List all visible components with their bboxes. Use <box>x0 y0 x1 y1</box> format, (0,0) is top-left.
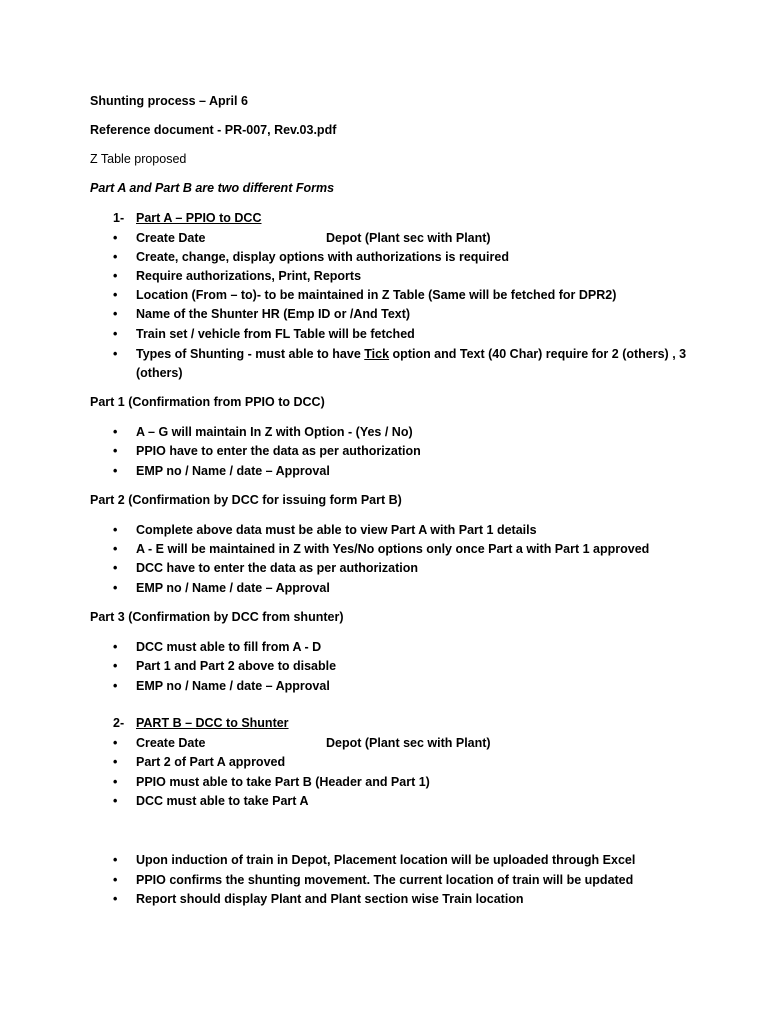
bullet: • <box>113 542 118 556</box>
part-3-approval-item <box>136 679 330 694</box>
bullet: • <box>113 347 118 361</box>
part-2-heading: Part 2 (Confirmation by DCC for issuing form Part B) <box>90 493 402 507</box>
part-b-item: Part 2 of Part A approved <box>136 755 286 769</box>
bullet: • <box>113 250 118 264</box>
part-b-heading: PART B – DCC to Shunter <box>136 716 289 730</box>
bullet: • <box>113 464 118 478</box>
bullet: • <box>113 288 118 302</box>
bullet: • <box>113 327 118 341</box>
part-1-item: A – G will maintain In Z with Option - (Yes / No) <box>136 425 413 439</box>
part-b-item: DCC must able to take Part A <box>136 794 309 808</box>
bullet: • <box>113 269 118 283</box>
reference-document: Reference document - PR-007, Rev.03.pdf <box>90 123 337 137</box>
bullet: • <box>113 775 118 789</box>
bullet: • <box>113 679 118 693</box>
tick-underlined: Tick <box>364 347 390 361</box>
section-number-1: 1- <box>113 211 125 225</box>
approval-word: Approval <box>275 679 330 693</box>
bullet: • <box>113 853 118 867</box>
document-title: Shunting process – April 6 <box>90 94 248 108</box>
approval-prefix: EMP no / Name / date – <box>136 679 276 693</box>
part-a-types-item <box>136 347 686 362</box>
part-a-item: Create, change, display options with authorizations is required <box>136 250 509 264</box>
part-a-item: Create Date <box>136 231 206 245</box>
part-b-item: Create Date <box>136 736 206 750</box>
approval-word: Approval <box>275 464 330 478</box>
part-2-approval-item <box>136 581 330 596</box>
bullet: • <box>113 561 118 575</box>
section-number-2: 2- <box>113 716 125 730</box>
part-2-item: DCC have to enter the data as per authorization <box>136 561 418 575</box>
final-item: Report should display Plant and Plant section wise Train location <box>136 892 524 906</box>
part-1-item: PPIO have to enter the data as per authorization <box>136 444 421 458</box>
part-3-heading: Part 3 (Confirmation by DCC from shunter) <box>90 610 344 624</box>
bullet: • <box>113 444 118 458</box>
types-text-before: Types of Shunting - must able to have <box>136 347 365 361</box>
part-1-approval-item <box>136 464 330 479</box>
bullet: • <box>113 736 118 750</box>
final-item: Upon induction of train in Depot, Placement location will be uploaded through Excel <box>136 853 636 867</box>
part-b-depot-field: Depot (Plant sec with Plant) <box>326 736 491 750</box>
bullet: • <box>113 794 118 808</box>
part-b-item: PPIO must able to take Part B (Header and Part 1) <box>136 775 430 789</box>
part-a-heading: Part A – PPIO to DCC <box>136 211 262 225</box>
forms-note: Part A and Part B are two different Forms <box>90 181 335 195</box>
bullet: • <box>113 523 118 537</box>
part-a-item: Name of the Shunter HR (Emp ID or /And Text) <box>136 307 411 321</box>
bullet: • <box>113 873 118 887</box>
part-3-item: Part 1 and Part 2 above to disable <box>136 659 337 673</box>
approval-word: Approval <box>275 581 330 595</box>
final-item: PPIO confirms the shunting movement. The current location of train will be updated <box>136 873 634 887</box>
bullet: • <box>113 307 118 321</box>
part-a-item: Require authorizations, Print, Reports <box>136 269 362 283</box>
part-a-types-item-continued: (others) <box>136 366 183 380</box>
part-a-depot-field: Depot (Plant sec with Plant) <box>326 231 491 245</box>
bullet: • <box>113 659 118 673</box>
bullet: • <box>113 231 118 245</box>
part-a-item: Train set / vehicle from FL Table will be fetched <box>136 327 415 341</box>
bullet: • <box>113 755 118 769</box>
part-2-item: A - E will be maintained in Z with Yes/No options only once Part a with Part 1 approved <box>136 542 650 556</box>
part-2-item: Complete above data must be able to view Part A with Part 1 details <box>136 523 537 537</box>
z-table-note: Z Table proposed <box>90 152 187 166</box>
part-a-item: Location (From – to)- to be maintained in Z Table (Same will be fetched for DPR2) <box>136 288 617 302</box>
bullet: • <box>113 425 118 439</box>
approval-prefix: EMP no / Name / date – <box>136 464 276 478</box>
approval-prefix: EMP no / Name / date – <box>136 581 276 595</box>
bullet: • <box>113 581 118 595</box>
bullet: • <box>113 892 118 906</box>
types-text-after: option and Text (40 Char) require for 2 (others) , 3 <box>389 347 687 361</box>
part-3-item: DCC must able to fill from A - D <box>136 640 322 654</box>
bullet: • <box>113 640 118 654</box>
part-1-heading: Part 1 (Confirmation from PPIO to DCC) <box>90 395 325 409</box>
